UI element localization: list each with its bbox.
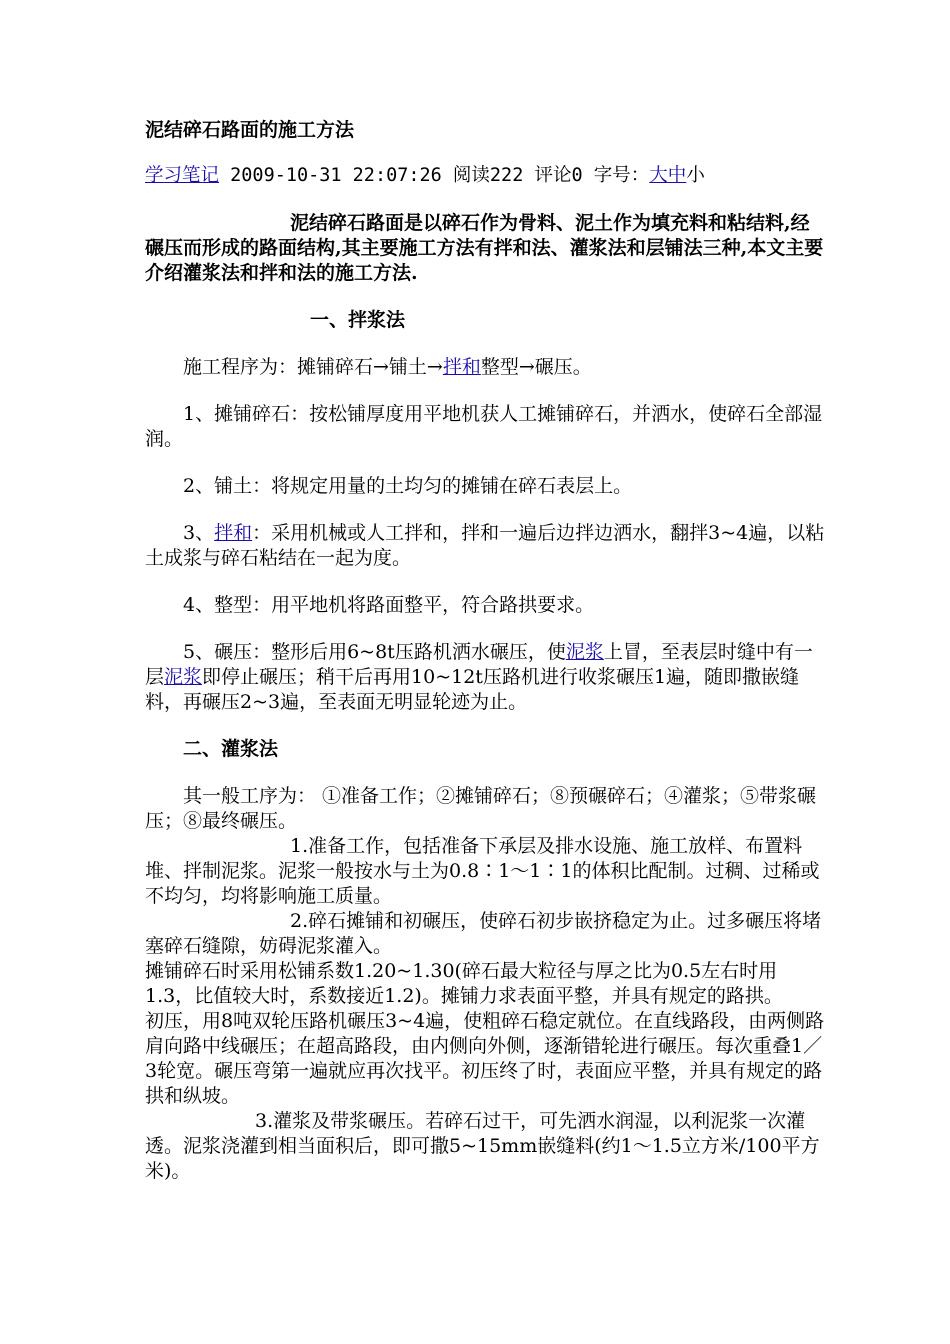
post-datetime: 2009-10-31 22:07:26	[230, 165, 442, 186]
procedure-text-b: 整型→碾压。	[480, 356, 592, 378]
article	[145, 118, 825, 1184]
section1-heading: 一、拌浆法	[310, 309, 406, 331]
section1-step2: 2、铺土：将规定用量的土均匀的摊铺在碎石表层上。	[183, 475, 633, 497]
step5-text-c: 即停止碾压；稍干后再用10~12t压路机进行收浆碾压1遍，随即撒嵌缝料，再碾压2~3遍，至表面无明显轮迹为止。	[145, 666, 800, 713]
mixing-link-1[interactable]: 拌和	[442, 356, 481, 378]
step5-text-b: 上冒，至表层时缝中有一层	[145, 641, 813, 688]
intro-paragraph: 泥结碎石路面是以碎石作为骨料、泥土作为填充料和粘结料,经碾压而形成的路面结构,其主要施工方法有拌和法、灌浆法和层铺法三种,本文主要介绍灌浆法和拌和法的施工方法.	[145, 212, 824, 284]
article-title: 泥结碎石路面的施工方法	[145, 119, 355, 141]
article-meta	[145, 163, 825, 188]
mixing-link-2[interactable]: 拌和	[214, 522, 253, 544]
slurry-link-1[interactable]: 泥浆	[565, 641, 604, 663]
section2-p2: 2.碎石摊铺和初碾压，使碎石初步嵌挤稳定为止。过多碾压将堵塞碎石缝隙，妨碍泥浆灌入。	[145, 910, 822, 957]
section2-order: 其一般工序为： ①准备工作；②摊铺碎石；⑧预碾碎石；④灌浆；⑤带浆碾压；⑧最终碾压。	[145, 785, 817, 832]
font-large-link[interactable]: 大	[649, 165, 668, 186]
font-medium-link[interactable]: 中	[667, 165, 687, 186]
slurry-link-2[interactable]: 泥浆	[164, 666, 203, 688]
step3-text-b: ：采用机械或人工拌和，拌和一遍后边拌边洒水，翻拌3~4遍，以粘土成浆与碎石粘结在一起为度。	[145, 522, 825, 569]
font-size-label: 字号：	[593, 165, 650, 186]
comment-count: 评论0	[534, 165, 583, 186]
section2-p3: 摊铺碎石时采用松铺系数1.20~1.30(碎石最大粒径与厚之比为0.5左右时用1.3，比值较大时，系数接近1.2)。摊铺力求表面平整，并具有规定的路拱。	[145, 960, 783, 1007]
category-link[interactable]: 学习笔记	[145, 165, 220, 186]
procedure-text-a: 施工程序为：摊铺碎石→铺土→	[183, 356, 443, 378]
section2-p1: 1.准备工作，包括准备下承层及排水设施、施工放样、布置料堆、拌制泥浆。泥浆一般按水与土为0.8∶1～1∶1的体积比配制。过稠、过稀或不均匀，均将影响施工质量。	[145, 835, 820, 907]
section2-p5: 3.灌浆及带浆碾压。若碎石过干，可先洒水润湿，以利泥浆一次灌透。泥浆浇灌到相当面积后，即可撒5~15mm嵌缝料(约1～1.5立方米/100平方米)。	[145, 1110, 820, 1182]
font-small-link[interactable]: 小	[686, 165, 705, 186]
section2-p4: 初压，用8吨双轮压路机碾压3~4遍，使粗碎石稳定就位。在直线路段，由两侧路肩向路中线碾压；在超高路段，由内侧向外侧，逐渐错轮进行碾压。每次重叠1／3轮宽。碾压弯第一遍就应再次找平。初压终了时，表面应平整，并具有规定的路拱和纵坡。	[145, 1010, 825, 1107]
read-count: 阅读222	[452, 165, 524, 186]
step3-text-a: 3、	[183, 522, 215, 544]
section1-step4: 4、整型：用平地机将路面整平，符合路拱要求。	[183, 594, 595, 616]
section1-step5	[145, 640, 825, 715]
section1-step3	[145, 521, 825, 571]
section2-heading: 二、灌浆法	[183, 738, 279, 760]
step5-text-a: 5、碾压：整形后用6~8t压路机洒水碾压，使	[183, 641, 566, 663]
section1-procedure	[145, 355, 825, 380]
section1-step1: 1、摊铺碎石：按松铺厚度用平地机获人工摊铺碎石，并洒水，使碎石全部湿润。	[145, 403, 823, 450]
